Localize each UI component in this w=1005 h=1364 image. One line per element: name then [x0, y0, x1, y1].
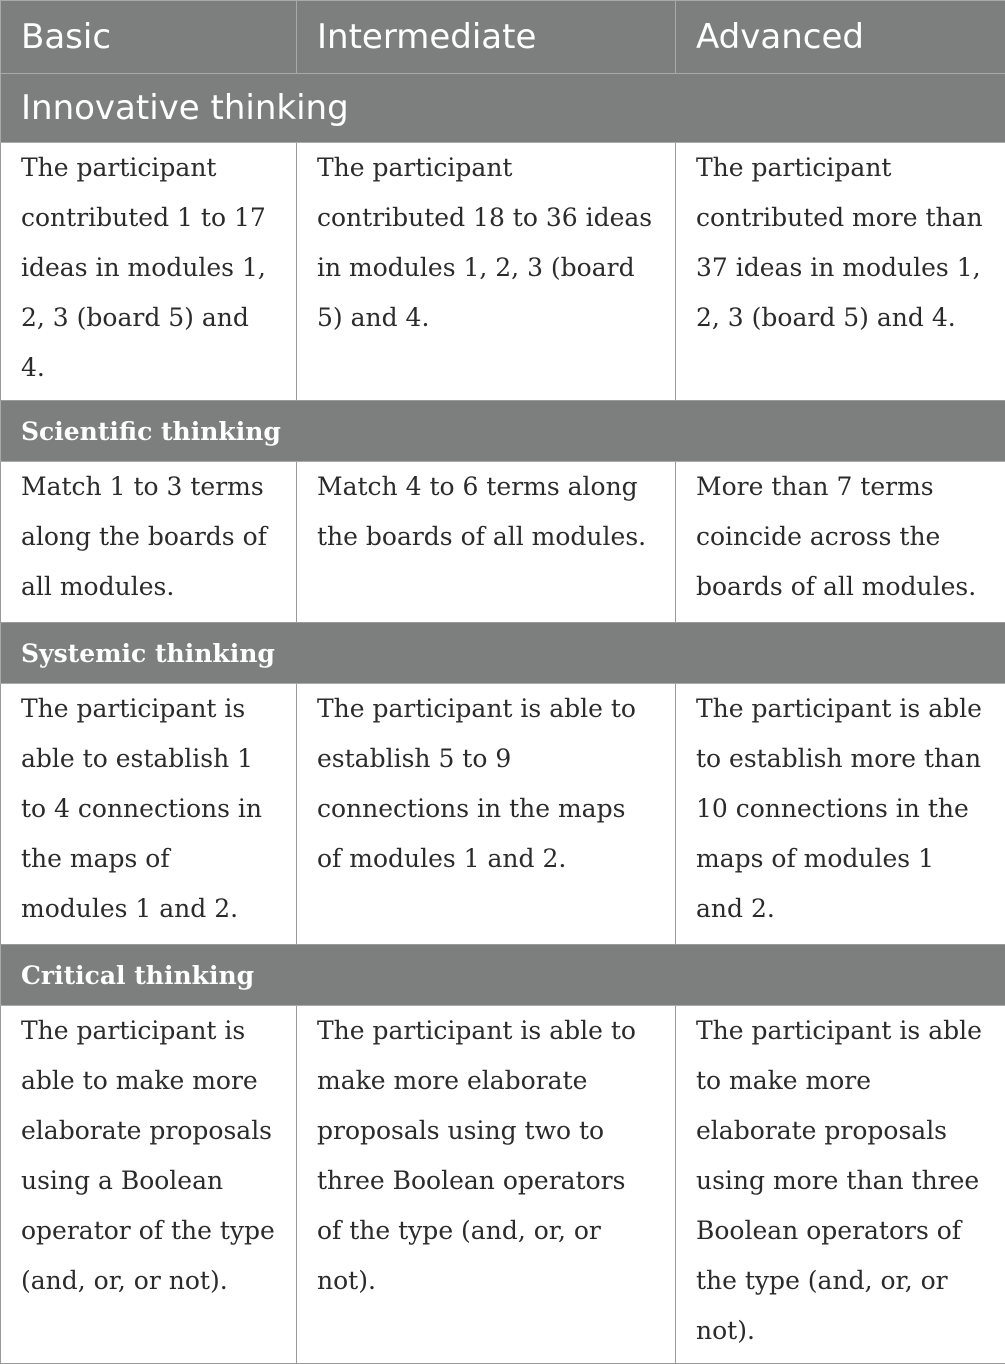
column-header-intermediate: Intermediate [297, 1, 676, 74]
cell-advanced: More than 7 terms coincide across the boards of all modules. [676, 462, 1005, 623]
cell-intermediate: The participant contributed 18 to 36 ideas in modules 1, 2, 3 (board 5) and 4. [297, 143, 676, 401]
cell-basic: The participant is able to establish 1 to 4 connections in the maps of modules 1 and 2. [1, 684, 297, 945]
cell-advanced: The participant is able to make more elaborate proposals using more than three Boolean operators of the type (and, or, or not). [676, 1006, 1005, 1364]
section-row-critical [1, 945, 1005, 1006]
cell-intermediate: The participant is able to make more elaborate proposals using two to three Boolean operators of the type (and, or, or not). [297, 1006, 676, 1364]
cell-advanced: The participant contributed more than 37 ideas in modules 1, 2, 3 (board 5) and 4. [676, 143, 1005, 401]
section-title: Scientific thinking [1, 401, 1005, 462]
cell-intermediate: Match 4 to 6 terms along the boards of all modules. [297, 462, 676, 623]
section-title: Critical thinking [1, 945, 1005, 1006]
table-row [1, 684, 1005, 945]
cell-basic: Match 1 to 3 terms along the boards of all modules. [1, 462, 297, 623]
section-row-innovative [1, 74, 1005, 143]
table-row [1, 1006, 1005, 1364]
column-header-basic: Basic [1, 1, 297, 74]
column-header-advanced: Advanced [676, 1, 1005, 74]
cell-advanced: The participant is able to establish more than 10 connections in the maps of modules 1 and 2. [676, 684, 1005, 945]
section-row-systemic [1, 623, 1005, 684]
section-title: Innovative thinking [1, 74, 1005, 143]
cell-basic: The participant contributed 1 to 17 ideas in modules 1, 2, 3 (board 5) and 4. [1, 143, 297, 401]
cell-basic: The participant is able to make more elaborate proposals using a Boolean operator of the type (and, or, or not). [1, 1006, 297, 1364]
section-title: Systemic thinking [1, 623, 1005, 684]
section-row-scientific [1, 401, 1005, 462]
cell-intermediate: The participant is able to establish 5 to 9 connections in the maps of modules 1 and 2. [297, 684, 676, 945]
header-row [1, 1, 1005, 74]
table-row [1, 462, 1005, 623]
table-row [1, 143, 1005, 401]
